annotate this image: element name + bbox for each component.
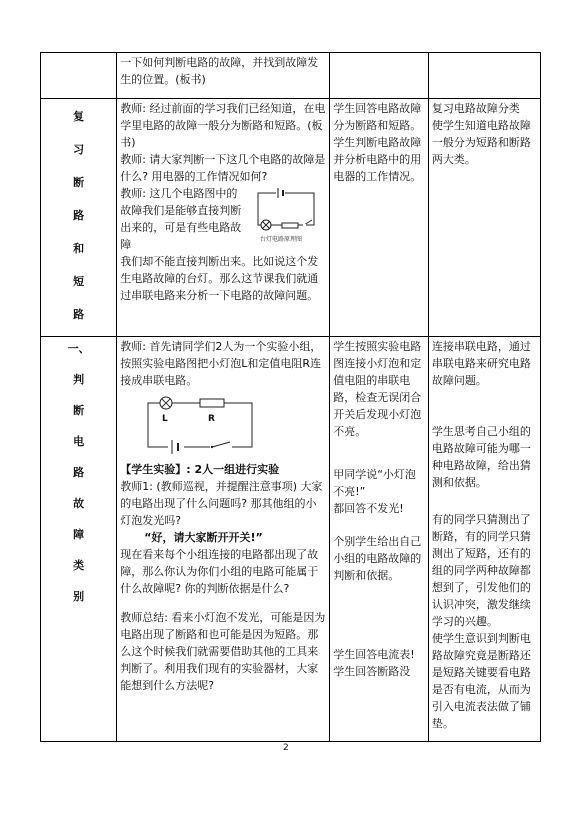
teacher-quote: “好，请大家断开开关!” [144,531,263,544]
figure-caption: 台灯电路原理图 [260,236,303,243]
resistor-label: R [208,414,216,424]
lesson-plan-table [40,52,541,742]
student-activity-cell [330,337,429,742]
section-char: 路 [73,209,85,222]
teacher-activity-cell [117,337,330,742]
spacer [120,597,326,609]
lamp-circuit-block [120,185,326,253]
student-text: 学生判断电路故障并分析电路中的用电器的工作情况。 [333,136,422,183]
series-circuit-diagram [140,393,260,457]
lamp-label: L [162,414,168,424]
section-char: 障 [73,528,85,541]
teacher-text: 教师: 这几个电路图中的故障我们是能够直接判断出来的，可是有些电路故障 [120,187,242,251]
section-char: 断 [73,176,85,189]
teacher-text: 一下如何判断电路的故障，并找到故障发生的位置。(板书) [120,56,319,86]
section-cell [41,337,117,742]
section-char: 别 [73,590,85,603]
teacher-text: 现在看来每个小组连接的电路都出现了故障，那么你认为你们小组的电路可能属于什么故障呢? 你的判断依据是什么? [120,548,319,595]
section-char: 判 [73,373,85,386]
intent-text: 使学生知道电路故障一般分为短路和断路两大类。 [431,119,531,166]
teacher-text: 教师: 经过前面的学习我们已经知道，在电学里电路的故障一般分为断路和短路。(板书) [120,102,326,149]
student-text: 甲同学说“小灯泡不亮!” [333,468,416,498]
design-intent-cell [428,337,540,742]
student-text: 学生回答电流表! [333,648,415,661]
section-char: 路 [73,308,85,321]
section-char: 复 [73,110,85,123]
teacher-activity-cell [117,53,330,99]
section-char: 短 [73,275,85,288]
intent-text: 使学生意识到判断电路故障究竟是断路还是短路关键要看电路是否有电流，从而为引入电流表法做了铺垫。 [431,632,531,730]
table-row [41,53,541,99]
student-text: 都回答不发光! [333,502,404,515]
teacher-text: 教师1: (教师巡视，并提醒注意事项) 大家的电路出现了什么问题吗? 那其他组的小灯泡发光吗? [120,480,323,527]
section-char: 路 [73,466,85,479]
teacher-text: 教师: 首先请同学们2人为一个实验小组，按照实验电路图把小灯泡L和定值电阻R连接成串联电路。 [120,340,322,387]
student-activity-cell [330,99,429,337]
design-intent-cell [428,53,540,99]
section-char: 电 [73,435,85,448]
student-text: 学生按照实验电路图连接小灯泡和定值电阻的串联电路，检查无误闭合开关后发现小灯泡不亮。 [333,340,422,438]
spacer [333,517,425,533]
spacer [432,389,537,423]
intent-text: 有的同学只猜测出了断路，有的同学只猜测出了短路，还有的组的同学两种故障都想到了，引发他们的认识冲突，激发继续学习的兴趣。 [431,513,531,628]
intent-text: 连接串联电路，通过串联电路来研究电路故障问题。 [431,340,531,387]
student-text: 个别学生给出自己小组的电路故障的判断和依据。 [333,535,422,582]
teacher-text: 教师总结: 看来小灯泡不发光，可能是因为电路出现了断路和也可能是因为短路。那么这个时候我们就需要借助其他的工具来判断了。利用我们现有的实验器材，大家能想到什么方法呢? [120,611,326,692]
page-number: 2 [283,743,289,753]
design-intent-cell [428,99,540,337]
section-char: 类 [73,559,85,572]
spacer [333,584,425,646]
table-row [41,99,541,337]
section-char: 习 [73,143,85,156]
section-cell [41,99,117,337]
section-char: 断 [73,404,85,417]
section-char: 和 [73,242,85,255]
teacher-activity-cell [117,99,330,337]
intent-text: 复习电路故障分类 [431,102,520,115]
section-char: 故 [73,497,85,510]
student-text: 学生回答断路没 [333,665,411,678]
table-row [41,337,541,742]
intent-text: 学生思考自己小组的电路故障可能为哪一种电路故障，给出猜测和依据。 [431,425,531,489]
student-text: 学生回答电路故障分为断路和短路。 [333,102,422,132]
lamp-circuit-diagram [252,187,326,245]
section-char: 一、 [67,342,90,355]
teacher-text: 教师: 请大家判断一下这几个电路的故障是什么? 用电器的工作情况如何? [120,153,326,183]
section-cell [41,53,117,99]
spacer [333,440,425,466]
experiment-heading: 【学生实验】: 2人一组进行实验 [120,463,280,476]
spacer [432,491,537,511]
student-activity-cell [330,53,429,99]
teacher-text: 我们却不能直接判断出来。比如说这个发生电路故障的台灯。那么这节课我们就通过串联电路来分析一下电路的故障问题。 [120,255,319,302]
